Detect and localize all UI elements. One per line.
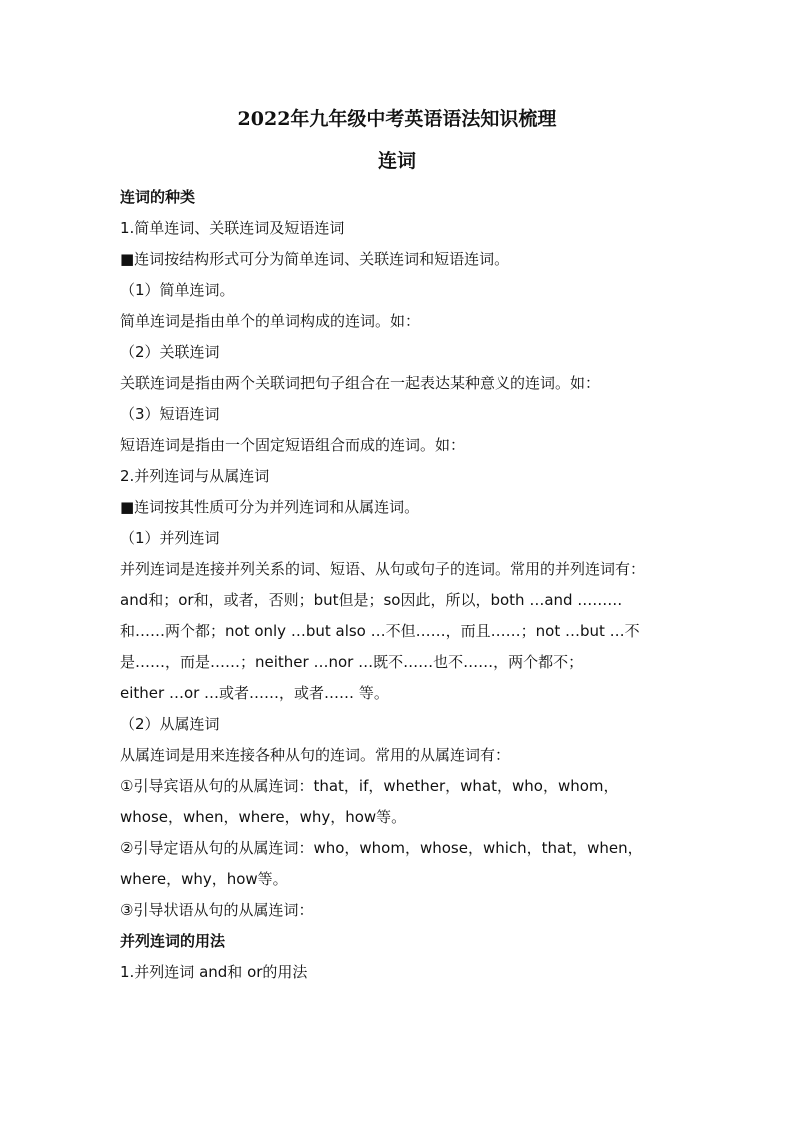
item-heading: （1）简单连词。 bbox=[120, 281, 235, 299]
paragraph: 从属连词是用来连接各种从句的连词。常用的从属连词有： bbox=[120, 746, 511, 764]
item-heading: （2）关联连词 bbox=[120, 343, 220, 361]
paragraph: 关联连词是指由两个关联词把句子组合在一起表达某种意义的连词。如： bbox=[120, 374, 601, 392]
bullet-paragraph: ■连词按结构形式可分为简单连词、关联连词和短语连词。 bbox=[120, 250, 510, 268]
item-heading: （2）从属连词 bbox=[120, 715, 220, 733]
paragraph: 简单连词是指由单个的单词构成的连词。如： bbox=[120, 312, 421, 330]
subsection-heading: 2.并列连词与从属连词 bbox=[120, 467, 270, 485]
subsection-heading: 1.简单连词、关联连词及短语连词 bbox=[120, 219, 345, 237]
item-heading: （1）并列连词 bbox=[120, 529, 220, 547]
list-item: ①引导宾语从句的从属连词：that，if，whether，what，who，whom， bbox=[120, 777, 619, 795]
paragraph-line: either …or …或者……，或者…… 等。 bbox=[120, 684, 389, 702]
paragraph: 短语连词是指由一个固定短语组合而成的连词。如： bbox=[120, 436, 466, 454]
list-item-continuation: whose，when，where，why，how等。 bbox=[120, 808, 407, 826]
paragraph-line: and和；or和，或者，否则；but但是；so因此，所以，both …and ……… bbox=[120, 591, 623, 609]
section-heading: 连词的种类 bbox=[120, 188, 196, 206]
paragraph: 并列连词是连接并列关系的词、短语、从句或句子的连词。常用的并列连词有： bbox=[120, 560, 646, 578]
document-title: 2022年九年级中考英语语法知识梳理 bbox=[237, 108, 557, 130]
bullet-paragraph: ■连词按其性质可分为并列连词和从属连词。 bbox=[120, 498, 420, 516]
document-subtitle: 连词 bbox=[377, 150, 416, 172]
paragraph-line: 和……两个都；not only …but also …不但……，而且……；not …but …不 bbox=[120, 622, 640, 640]
list-item: ②引导定语从句的从属连词：who，whom，whose，which，that，when， bbox=[120, 839, 643, 857]
subsection-heading: 1.并列连词 and和 or的用法 bbox=[120, 963, 308, 981]
list-item-continuation: where，why，how等。 bbox=[120, 870, 288, 888]
paragraph-line: 是……，而是……；neither …nor …既不……也不……，两个都不； bbox=[120, 653, 584, 671]
document-body bbox=[120, 182, 685, 988]
item-heading: （3）短语连词 bbox=[120, 405, 220, 423]
section-heading: 并列连词的用法 bbox=[120, 932, 226, 950]
list-item: ③引导状语从句的从属连词： bbox=[120, 901, 314, 919]
